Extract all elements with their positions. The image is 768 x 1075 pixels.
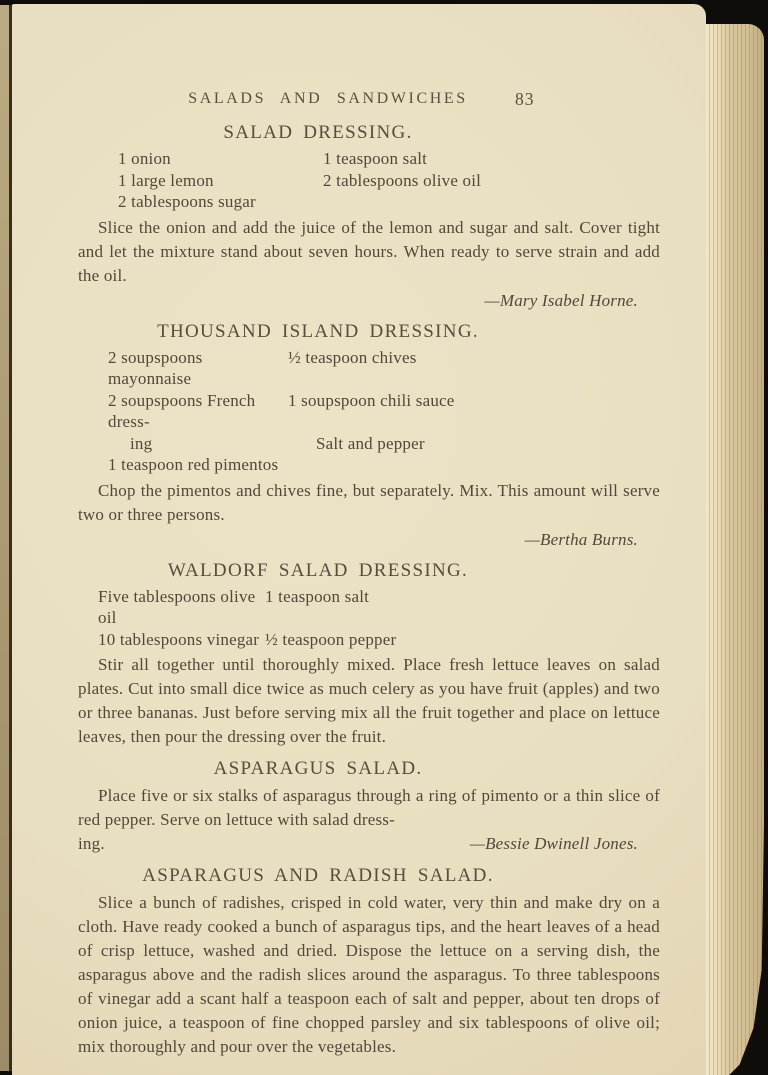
page-left-edge xyxy=(0,5,12,1071)
recipe-title: THOUSAND ISLAND DRESSING. xyxy=(157,320,479,342)
ingredient-cell: Five tablespoons olive oil xyxy=(98,586,256,627)
ingredient-cell: 2 tablespoons sugar xyxy=(118,192,256,211)
ingredient-list xyxy=(98,586,660,651)
book-page xyxy=(12,4,706,1075)
ingredient-cell: 1 soupspoon chili sauce xyxy=(288,390,455,410)
recipe-attribution: —Bessie Dwinell Jones. xyxy=(469,834,638,853)
recipe-section-waldorf xyxy=(78,560,660,750)
ingredient-cell: ½ teaspoon pepper xyxy=(265,629,397,649)
page-content xyxy=(12,4,706,1059)
ingredient-cell: 2 soupspoons French dress- xyxy=(108,390,256,431)
ingredient-cell: 2 soupspoons mayonnaise xyxy=(108,347,203,388)
recipe-section-thousand-island xyxy=(78,321,660,551)
ingredient-list xyxy=(108,347,660,476)
recipe-body: Chop the pimentos and chives fine, but separately. Mix. This amount will serve two or three persons. xyxy=(78,480,660,524)
body-continuation: ing. xyxy=(78,834,105,853)
recipe-title: WALDORF SALAD DRESSING. xyxy=(167,559,469,581)
recipe-body: Stir all together until thoroughly mixed. Place fresh lettuce leaves on salad plates. Cut into small dice twice as much celery as you have fruit (apples) and two or three bananas. Just before serving mix all the fruit together and place on lettuce leaves, then pour the dressing over the fruit. xyxy=(78,655,660,746)
recipe-section-asparagus-salad xyxy=(78,758,660,856)
recipe-title: SALAD DRESSING. xyxy=(223,122,413,143)
ingredient-cell: 1 teaspoon salt xyxy=(265,586,370,606)
ingredient-cell: 10 tablespoons vinegar xyxy=(98,629,260,649)
recipe-section-salad-dressing xyxy=(78,122,660,312)
recipe-body: Slice a bunch of radishes, crisped in cold water, very thin and make dry on a cloth. Have ready cooked a bunch of asparagus tips, and the heart leaves of a head of crisp lettuce, washed and dried. Dispose the lettuce on a serving dish, the asparagus above and the radish slices around the asparagus. To three tablespoons of vinegar add a scant half a teaspoon each of salt and pepper, about ten drops of onion juice, a teaspoon of fine chopped parsley and six tablespoons of olive oil; mix thoroughly and pour over the vegetables. xyxy=(78,893,660,1056)
recipe-body: Place five or six stalks of asparagus through a ring of pimento or a thin slice of red pepper. Serve on lettuce with salad dress- xyxy=(78,786,660,829)
ingredient-cell: 1 teaspoon red pimentos xyxy=(108,455,279,474)
recipe-body: Slice the onion and add the juice of the lemon and sugar and salt. Cover tight and let the mixture stand about seven hours. When ready to serve strain and add the oil. xyxy=(78,217,660,285)
ingredient-cell: ½ teaspoon chives xyxy=(288,347,417,367)
ingredient-cell xyxy=(323,191,660,213)
ingredient-cell: 2 tablespoons olive oil xyxy=(323,170,482,190)
recipe-body-last-line xyxy=(78,832,660,856)
ingredient-cell: Salt and pepper xyxy=(316,433,425,453)
ingredient-list xyxy=(118,148,660,213)
ingredient-cell xyxy=(288,454,660,476)
running-head xyxy=(78,90,660,112)
recipe-attribution: —Bertha Burns. xyxy=(524,529,638,549)
recipe-title: ASPARAGUS AND RADISH SALAD. xyxy=(142,865,494,886)
book-fore-edge-pages xyxy=(706,24,764,1075)
ingredient-cell: 1 onion xyxy=(118,149,171,168)
running-head-title: SALADS AND SANDWICHES xyxy=(188,90,468,107)
ingredient-cell: 1 large lemon xyxy=(118,170,214,190)
recipe-section-asparagus-radish xyxy=(78,865,660,1059)
ingredient-cell: ing xyxy=(130,433,153,453)
page-number: 83 xyxy=(515,89,535,109)
ingredient-cell: 1 teaspoon salt xyxy=(323,149,428,168)
recipe-attribution: —Mary Isabel Horne. xyxy=(484,290,638,310)
recipe-title: ASPARAGUS SALAD. xyxy=(213,758,423,779)
